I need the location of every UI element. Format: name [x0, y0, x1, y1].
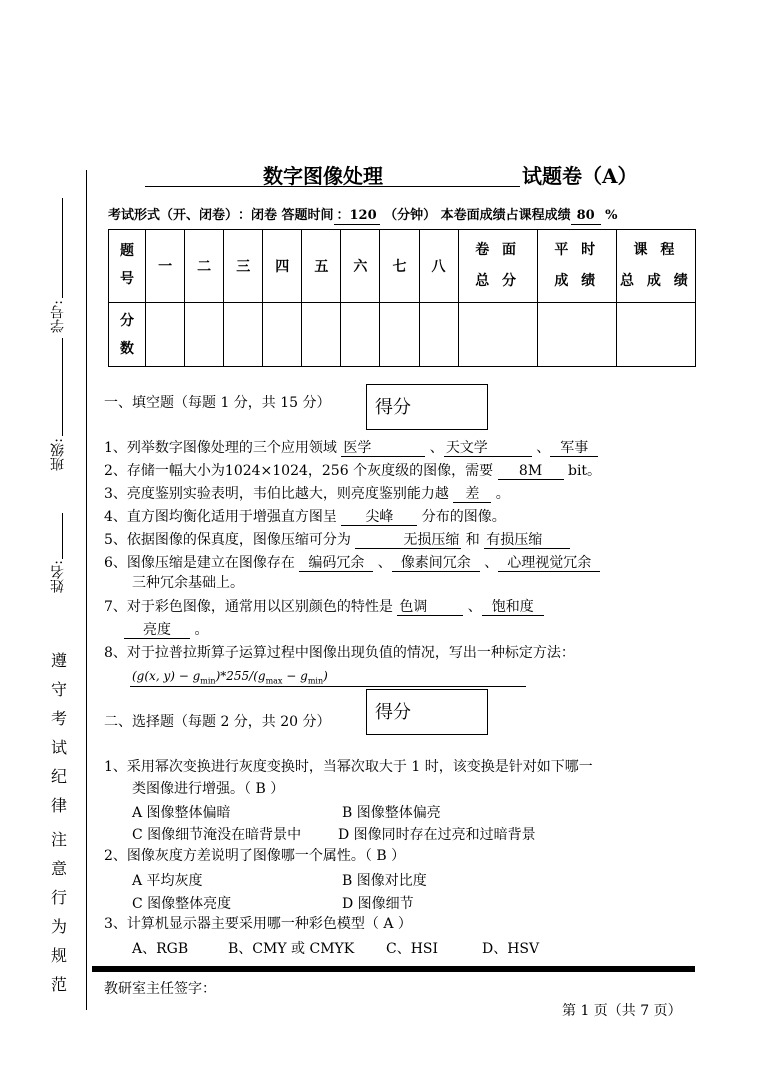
s2-q1-optB: B 图像整体偏亮 — [342, 805, 441, 821]
score-cell-8[interactable] — [419, 303, 458, 367]
s2-q3-optC: C、HSI — [386, 941, 439, 957]
score-cell-usual[interactable] — [537, 303, 616, 367]
score-cell-3[interactable] — [224, 303, 263, 367]
col-3: 三 — [224, 230, 263, 303]
s1-q8: 8、对于拉普拉斯算子运算过程中图像出现负值的情况，写出一种标定方法： — [104, 645, 575, 661]
col-8: 八 — [419, 230, 458, 303]
s2-q2-optC: C 图像整体亮度 — [132, 896, 232, 912]
class-line — [62, 338, 63, 436]
s1-q3: 3、亮度鉴别实验表明，韦伯比越大，则亮度鉴别能力越 差 。 — [104, 486, 510, 502]
header-score: 分数 — [109, 303, 146, 367]
s2-q1-cont: 类图像进行增强。（ B ） — [132, 781, 285, 797]
s2-q3-optB: B、CMY 或 CMYK — [228, 941, 355, 957]
student-id-label: 学号: — [50, 300, 66, 333]
s2-q1-optD: D 图像同时存在过亮和过暗背景 — [338, 827, 536, 843]
section1-score-box: 得分 — [366, 384, 488, 430]
section1-title: 一、填空题（每题 1 分，共 15 分） — [104, 395, 331, 411]
header-paper-total: 卷 面 总 分 — [458, 230, 537, 303]
student-id-line — [62, 198, 63, 298]
score-table — [108, 229, 696, 367]
col-5: 五 — [302, 230, 341, 303]
section2-score-box: 得分 — [366, 689, 488, 735]
s2-q3-optA: A、RGB — [132, 941, 189, 957]
score-cell-2[interactable] — [185, 303, 224, 367]
col-6: 六 — [341, 230, 380, 303]
exam-title — [145, 160, 638, 190]
header-course-total: 课 程 总 成 绩 — [616, 230, 695, 303]
s1-q5: 5、依据图像的保真度，图像压缩可分为 无损压缩 和 有损压缩 — [104, 530, 570, 550]
col-4: 四 — [263, 230, 302, 303]
page-number: 第 1 页（共 7 页） — [562, 1003, 682, 1019]
s2-q2-optA: A 平均灰度 — [132, 873, 203, 889]
s2-q1-optC: C 图像细节淹没在暗背景中 — [132, 827, 302, 843]
col-1: 一 — [146, 230, 185, 303]
score-cell-4[interactable] — [263, 303, 302, 367]
col-7: 七 — [380, 230, 419, 303]
header-question-no: 题号 — [109, 230, 146, 303]
exam-info: 考试形式（开、闭卷）：闭卷 答题时间 ：120 （分钟） 本卷面成绩占课程成绩 80 % — [108, 208, 618, 223]
s2-q1: 1、采用幂次变换进行灰度变换时，当幂次取大于 1 时，该变换是针对如下哪一 — [104, 759, 593, 775]
class-label: 班级: — [50, 438, 66, 471]
exam-rules-vertical: 遵 守 考 试 纪 律 注 意 行 为 规 范 — [50, 651, 67, 994]
s1-q1: 1、列举数字图像处理的三个应用领域 医学 、 天文学 、 军事 — [104, 438, 598, 458]
score-cell-7[interactable] — [380, 303, 419, 367]
header-usual-score: 平 时 成 绩 — [537, 230, 616, 303]
score-cell-1[interactable] — [146, 303, 185, 367]
score-cell-course-total[interactable] — [616, 303, 695, 367]
s1-q6: 6、图像压缩是建立在图像存在 编码冗余 、 像素间冗余 、 心理视觉冗余 — [104, 553, 600, 573]
s2-q3: 3、计算机显示器主要采用哪一种彩色模型（ A ） — [104, 916, 412, 932]
name-label: 姓名: — [50, 560, 66, 593]
s2-q1-optA: A 图像整体偏暗 — [132, 805, 231, 821]
score-cell-5[interactable] — [302, 303, 341, 367]
name-line — [62, 513, 63, 559]
footer-rule — [92, 966, 695, 972]
s1-q2: 2、存储一幅大小为1024×1024，256 个灰度级的图像，需要 8M bit。 — [104, 463, 602, 479]
director-signature-label: 教研室主任签字： — [104, 981, 216, 997]
s1-q7: 7、对于彩色图像，通常用以区别颜色的特性是 色调 、 饱和度 — [104, 597, 544, 617]
s1-q7-cont: 亮度 。 — [124, 620, 208, 640]
binding-line — [86, 170, 87, 1010]
col-2: 二 — [185, 230, 224, 303]
paper-label: 试题卷（A） — [522, 164, 638, 188]
s1-q8-answer — [130, 666, 526, 687]
s2-q2-optD: D 图像细节 — [342, 896, 414, 912]
s1-q4: 4、直方图均衡化适用于增强直方图呈 尖峰 分布的图像。 — [104, 509, 506, 525]
score-cell-6[interactable] — [341, 303, 380, 367]
s2-q3-optD: D、HSV — [482, 941, 540, 957]
section2-title: 二、选择题（每题 2 分，共 20 分） — [104, 714, 331, 730]
s2-q2: 2、图像灰度方差说明了图像哪一个属性。（ B ） — [104, 848, 406, 864]
s1-q6-cont: 三种冗余基础上。 — [132, 575, 244, 591]
course-name: 数字图像处理 — [263, 164, 383, 188]
s1-q8-formula: (g(x, $y) - g_{min})*255/(g_{max} - g_{min})$ — [130, 668, 526, 687]
s2-q2-optB: B 图像对比度 — [342, 873, 427, 889]
score-cell-paper-total[interactable] — [458, 303, 537, 367]
